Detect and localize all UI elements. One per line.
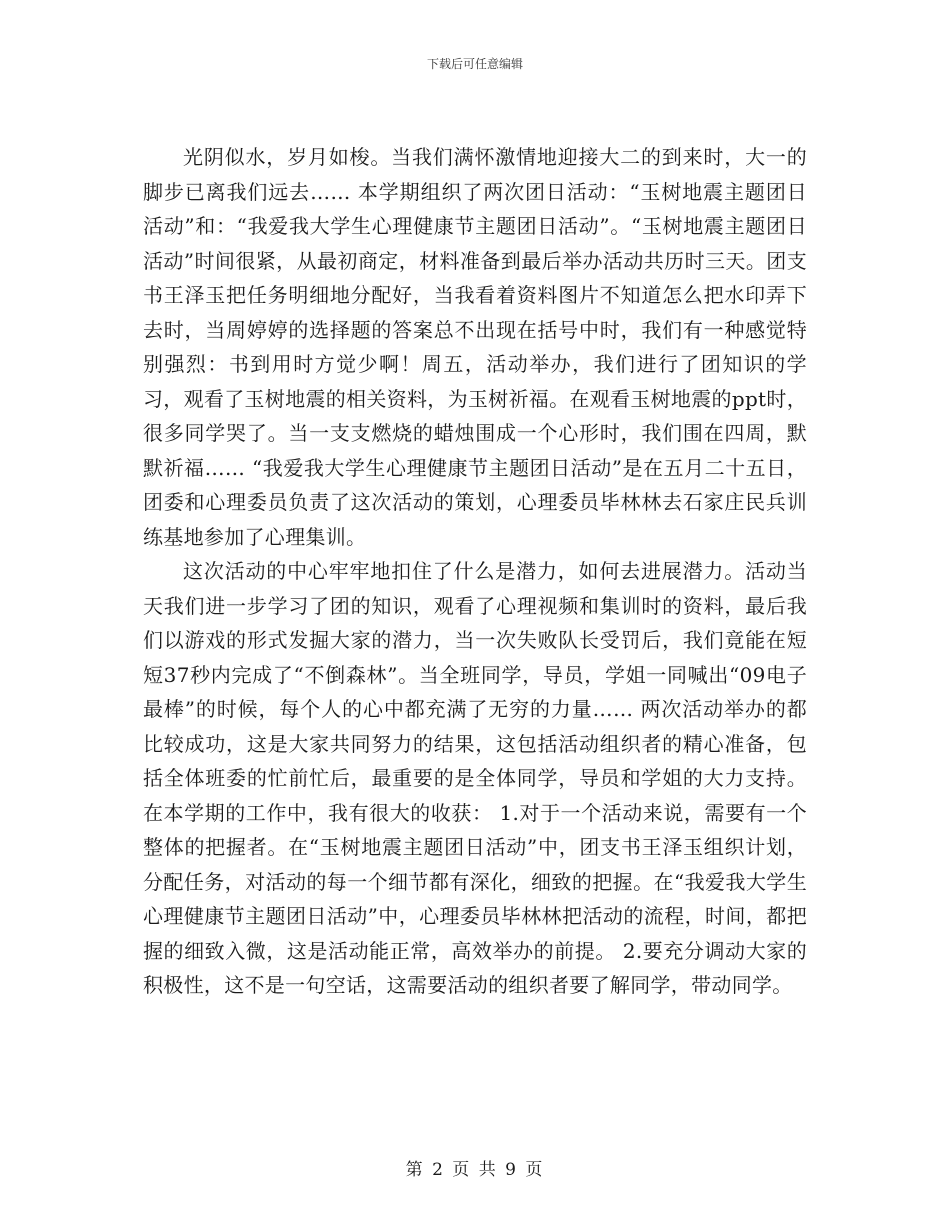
page-header-note: 下载后可任意编辑 bbox=[426, 57, 523, 71]
body-paragraph-2: 这次活动的中心牢牢地扣住了什么是潜力，如何去进展潜力。活动当天我们进一步学习了团的知识，观看了心理视频和集训时的资料，最后我们以游戏的形式发掘大家的潜力，当一次失败队长受罚后，我们竟能在短短37秒内完成了“不倒森林”。当全班同学，导员，学姐一同喊出“09电子最棒”的时候，每个人的心中都充满了无穷的力量…… 两次活动举办的都比较成功，这是大家共同努力的结果，这包括活动组织者的精心准备，包括全体班委的忙前忙后，最重要的是全体同学，导员和学姐的大力支持。在本学期的工作中，我有很大的收获： 1.对于一个活动来说，需要有一个整体的把握者。在“玉树地震主题团日活动”中，团支书王泽玉组织计划，分配任务，对活动的每一个细节都有深化，细致的把握。在“我爱我大学生心理健康节主题团日活动”中，心理委员毕林林把活动的流程，时间，都把握的细致入微，这是活动能正常，高效举办的前提。 2.要充分调动大家的积极性，这不是一句空话，这需要活动的组织者要了解同学，带动同学。 bbox=[143, 559, 807, 997]
document-body bbox=[143, 140, 807, 1003]
page-number: 第 2 页 共 9 页 bbox=[405, 1160, 545, 1180]
body-paragraph-1: 光阴似水，岁月如梭。当我们满怀激情地迎接大二的到来时，大一的脚步已离我们远去…… 本学期组织了两次团日活动：“玉树地震主题团日活动”和：“我爱我大学生心理健康节主题团日活动”。“玉树地震主题团日活动”时间很紧，从最初商定，材料准备到最后举办活动共历时三天。团支书王泽玉把任务明细地分配好，当我看着资料图片不知道怎么把水印弄下去时，当周婷婷的选择题的答案总不出现在括号中时，我们有一种感觉特别强烈：书到用时方觉少啊！周五，活动举办，我们进行了团知识的学习，观看了玉树地震的相关资料，为玉树祈福。在观看玉树地震的ppt时，很多同学哭了。当一支支燃烧的蜡烛围成一个心形时，我们围在四周，默默祈福…… “我爱我大学生心理健康节主题团日活动”是在五月二十五日，团委和心理委员负责了这次活动的策划，心理委员毕林林去石家庄民兵训练基地参加了心理集训。 bbox=[143, 145, 807, 549]
